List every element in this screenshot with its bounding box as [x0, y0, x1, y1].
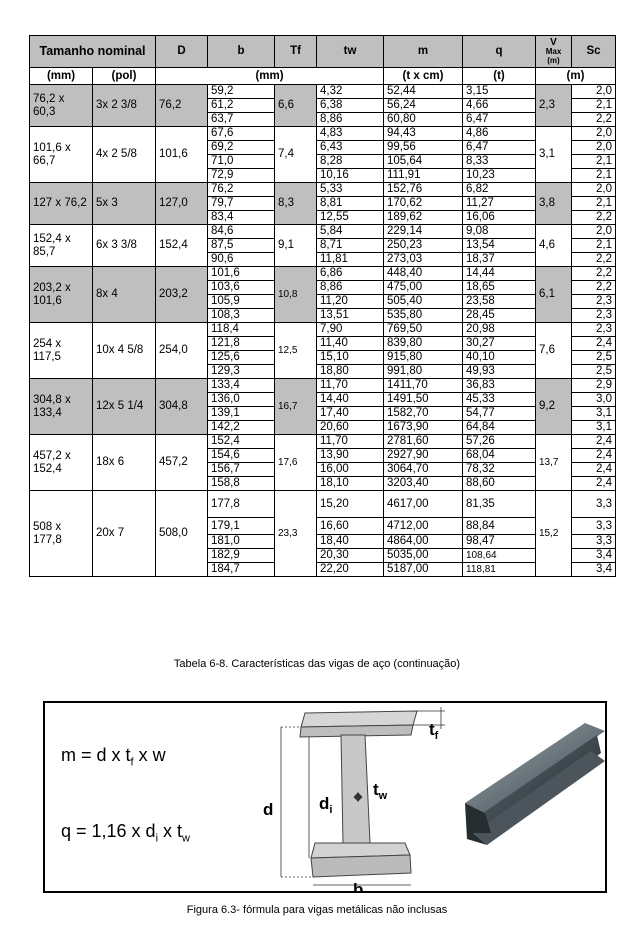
cell-b: 182,9: [208, 549, 275, 563]
cell-sc: 2,3: [572, 323, 616, 337]
cell-d: 508,0: [156, 491, 208, 577]
cell-b: 83,4: [208, 211, 275, 225]
formula-q: [61, 821, 190, 845]
cell-q: 36,83: [463, 379, 536, 393]
cell-q: 9,08: [463, 225, 536, 239]
cell-m: 1582,70: [384, 407, 463, 421]
cell-tamanho-mm: 508 x 177,8: [30, 491, 93, 577]
cell-b: 156,7: [208, 463, 275, 477]
cell-tf: 17,6: [275, 435, 317, 491]
formula-q-sub-w: w: [182, 832, 190, 845]
cell-m: 273,03: [384, 253, 463, 267]
cell-m: 60,80: [384, 113, 463, 127]
cell-tw: 11,81: [317, 253, 384, 267]
cell-m: 94,43: [384, 127, 463, 141]
cell-b: 136,0: [208, 393, 275, 407]
cell-d: 127,0: [156, 183, 208, 225]
cell-d: 101,6: [156, 127, 208, 183]
cell-q: 108,64: [463, 549, 536, 563]
table-row: [30, 379, 616, 393]
cell-sc: 2,0: [572, 141, 616, 155]
cell-b: 63,7: [208, 113, 275, 127]
cell-sc: 3,4: [572, 549, 616, 563]
web: [341, 735, 370, 843]
table-row: [30, 323, 616, 337]
header-m: m: [384, 36, 463, 68]
cell-tw: 22,20: [317, 563, 384, 577]
cell-sc: 2,4: [572, 477, 616, 491]
header-b: b: [208, 36, 275, 68]
cell-sc: 3,4: [572, 563, 616, 577]
cell-q: 20,98: [463, 323, 536, 337]
cell-tamanho-pol: 5x 3: [93, 183, 156, 225]
cell-q: 18,65: [463, 281, 536, 295]
cell-tamanho-mm: 254 x 117,5: [30, 323, 93, 379]
label-tw-sub: w: [378, 790, 388, 802]
cell-m: 448,40: [384, 267, 463, 281]
label-di: [319, 794, 332, 816]
header-vmax: [536, 36, 572, 68]
cell-sc: 2,1: [572, 197, 616, 211]
label-d: d: [263, 800, 274, 819]
label-b: b: [353, 880, 364, 895]
cell-sc: 2,1: [572, 169, 616, 183]
cell-d: 304,8: [156, 379, 208, 435]
cell-tw: 8,86: [317, 113, 384, 127]
cell-tw: 13,51: [317, 309, 384, 323]
cell-sc: 2,4: [572, 463, 616, 477]
unit-pol: (pol): [93, 68, 156, 85]
table-row: [30, 225, 616, 239]
cell-tamanho-mm: 152,4 x 85,7: [30, 225, 93, 267]
cell-b: 84,6: [208, 225, 275, 239]
cell-tamanho-mm: 127 x 76,2: [30, 183, 93, 225]
cell-tamanho-mm: 304,8 x 133,4: [30, 379, 93, 435]
header-tw: tw: [317, 36, 384, 68]
cell-q: 40,10: [463, 351, 536, 365]
cell-tw: 6,43: [317, 141, 384, 155]
formula-q-sub-i: i: [155, 832, 159, 845]
formula-q-lhs: q = 1,16 x d: [61, 821, 156, 841]
top-flange-top: [301, 711, 417, 727]
cell-sc: 2,5: [572, 365, 616, 379]
cell-b: 72,9: [208, 169, 275, 183]
cell-q: 54,77: [463, 407, 536, 421]
cell-tf: 8,3: [275, 183, 317, 225]
cell-m: 769,50: [384, 323, 463, 337]
label-di-main: d: [319, 794, 330, 813]
cell-q: 81,35: [463, 491, 536, 518]
cell-tamanho-pol: 8x 4: [93, 267, 156, 323]
cell-b: 154,6: [208, 449, 275, 463]
cell-tamanho-pol: 10x 4 5/8: [93, 323, 156, 379]
cell-tamanho-mm: 457,2 x 152,4: [30, 435, 93, 491]
label-tw: [373, 780, 388, 802]
cell-b: 158,8: [208, 477, 275, 491]
header-d: D: [156, 36, 208, 68]
cell-tf: 16,7: [275, 379, 317, 435]
cell-m: 2781,60: [384, 435, 463, 449]
cell-sc: 3,1: [572, 407, 616, 421]
cell-b: 121,8: [208, 337, 275, 351]
cell-tw: 18,10: [317, 477, 384, 491]
table-row: [30, 267, 616, 281]
cell-m: 250,23: [384, 239, 463, 253]
cell-q: 11,27: [463, 197, 536, 211]
cell-q: 78,32: [463, 463, 536, 477]
cell-q: 13,54: [463, 239, 536, 253]
cell-tf: 23,3: [275, 491, 317, 577]
cell-q: 6,47: [463, 113, 536, 127]
cell-sc: 2,5: [572, 351, 616, 365]
cell-vmax: 15,2: [536, 491, 572, 577]
cell-m: 56,24: [384, 99, 463, 113]
unit-q: (t): [463, 68, 536, 85]
cell-b: 67,6: [208, 127, 275, 141]
cell-sc: 2,4: [572, 435, 616, 449]
table-row: [30, 127, 616, 141]
label-tf-sub: f: [434, 730, 439, 742]
cell-m: 2927,90: [384, 449, 463, 463]
cell-m: 991,80: [384, 365, 463, 379]
header-sc: Sc: [572, 36, 616, 68]
cell-m: 105,64: [384, 155, 463, 169]
cell-q: 98,47: [463, 535, 536, 549]
formula-m: [61, 745, 166, 769]
cell-m: 839,80: [384, 337, 463, 351]
formula-figure: [43, 701, 607, 893]
cell-tf: 6,6: [275, 85, 317, 127]
cell-b: 142,2: [208, 421, 275, 435]
cell-vmax: 2,3: [536, 85, 572, 127]
cell-sc: 2,3: [572, 309, 616, 323]
cell-b: 139,1: [208, 407, 275, 421]
cell-tw: 12,55: [317, 211, 384, 225]
cell-d: 203,2: [156, 267, 208, 323]
cell-m: 1673,90: [384, 421, 463, 435]
cell-tf: 7,4: [275, 127, 317, 183]
cell-tw: 5,84: [317, 225, 384, 239]
cell-q: 30,27: [463, 337, 536, 351]
cell-b: 179,1: [208, 518, 275, 535]
cell-tw: 18,40: [317, 535, 384, 549]
cell-q: 14,44: [463, 267, 536, 281]
cell-q: 4,66: [463, 99, 536, 113]
cell-m: 170,62: [384, 197, 463, 211]
cell-sc: 3,3: [572, 535, 616, 549]
cell-tw: 11,70: [317, 379, 384, 393]
cell-m: 505,40: [384, 295, 463, 309]
cell-q: 23,58: [463, 295, 536, 309]
cell-q: 88,84: [463, 518, 536, 535]
label-tf-main: t: [429, 720, 435, 739]
header-tamanho-nominal: Tamanho nominal: [30, 36, 156, 68]
cell-tw: 11,40: [317, 337, 384, 351]
cell-b: 90,6: [208, 253, 275, 267]
cell-vmax: 13,7: [536, 435, 572, 491]
cell-q: 118,81: [463, 563, 536, 577]
cell-sc: 2,2: [572, 267, 616, 281]
cell-vmax: 9,2: [536, 379, 572, 435]
table-row: [30, 183, 616, 197]
header-vmax-unit: (m): [547, 56, 560, 65]
cell-tw: 20,30: [317, 549, 384, 563]
cell-b: 105,9: [208, 295, 275, 309]
cell-q: 16,06: [463, 211, 536, 225]
cell-b: 184,7: [208, 563, 275, 577]
cell-tw: 6,86: [317, 267, 384, 281]
cell-q: 8,33: [463, 155, 536, 169]
cell-q: 49,93: [463, 365, 536, 379]
cell-sc: 2,1: [572, 99, 616, 113]
cell-m: 1411,70: [384, 379, 463, 393]
cell-b: 79,7: [208, 197, 275, 211]
i-beam-diagram: [245, 703, 460, 893]
cell-d: 254,0: [156, 323, 208, 379]
cell-m: 915,80: [384, 351, 463, 365]
cell-sc: 3,3: [572, 518, 616, 535]
cell-sc: 2,4: [572, 337, 616, 351]
steel-beam-table: [29, 35, 616, 577]
cell-vmax: 6,1: [536, 267, 572, 323]
cell-tw: 11,70: [317, 435, 384, 449]
cell-b: 59,2: [208, 85, 275, 99]
cell-q: 57,26: [463, 435, 536, 449]
steel-beam-photo: [465, 721, 605, 871]
cell-sc: 2,3: [572, 295, 616, 309]
formula-q-mid: x t: [158, 821, 183, 841]
cell-tw: 17,40: [317, 407, 384, 421]
table-row: [30, 85, 616, 99]
cell-q: 45,33: [463, 393, 536, 407]
cell-m: 111,91: [384, 169, 463, 183]
cell-b: 125,6: [208, 351, 275, 365]
cell-tamanho-pol: 18x 6: [93, 435, 156, 491]
cell-tw: 7,90: [317, 323, 384, 337]
cell-tamanho-mm: 203,2 x 101,6: [30, 267, 93, 323]
cell-b: 61,2: [208, 99, 275, 113]
cell-m: 4617,00: [384, 491, 463, 518]
cell-tw: 15,10: [317, 351, 384, 365]
cell-tamanho-pol: 12x 5 1/4: [93, 379, 156, 435]
cell-b: 129,3: [208, 365, 275, 379]
unit-mm: (mm): [30, 68, 93, 85]
cell-m: 152,76: [384, 183, 463, 197]
cell-tf: 9,1: [275, 225, 317, 267]
cell-tw: 8,28: [317, 155, 384, 169]
cell-tamanho-mm: 101,6 x 66,7: [30, 127, 93, 183]
cell-sc: 2,2: [572, 253, 616, 267]
cell-sc: 2,2: [572, 211, 616, 225]
cell-q: 4,86: [463, 127, 536, 141]
cell-tw: 16,00: [317, 463, 384, 477]
cell-vmax: 4,6: [536, 225, 572, 267]
cell-b: 133,4: [208, 379, 275, 393]
cell-d: 152,4: [156, 225, 208, 267]
cell-sc: 2,2: [572, 281, 616, 295]
cell-sc: 2,0: [572, 85, 616, 99]
cell-m: 52,44: [384, 85, 463, 99]
cell-b: 103,6: [208, 281, 275, 295]
cell-m: 5035,00: [384, 549, 463, 563]
header-vmax-v: V: [550, 37, 557, 48]
cell-sc: 3,3: [572, 491, 616, 518]
label-di-sub: i: [329, 804, 333, 816]
cell-sc: 2,0: [572, 225, 616, 239]
cell-tamanho-pol: 4x 2 5/8: [93, 127, 156, 183]
figure-caption: Figura 6.3- fórmula para vigas metálicas não inclusas: [186, 904, 448, 916]
cell-m: 99,56: [384, 141, 463, 155]
formula-m-sub: f: [130, 756, 134, 769]
cell-b: 181,0: [208, 535, 275, 549]
cell-tw: 8,81: [317, 197, 384, 211]
cell-d: 76,2: [156, 85, 208, 127]
cell-tw: 4,83: [317, 127, 384, 141]
cell-tw: 11,20: [317, 295, 384, 309]
cell-tw: 18,80: [317, 365, 384, 379]
cell-tamanho-pol: 3x 2 3/8: [93, 85, 156, 127]
cell-sc: 2,1: [572, 239, 616, 253]
cell-tw: 10,16: [317, 169, 384, 183]
formula-m-rest: x w: [133, 745, 166, 765]
cell-b: 177,8: [208, 491, 275, 518]
cell-b: 108,3: [208, 309, 275, 323]
header-tf: Tf: [275, 36, 317, 68]
cell-m: 475,00: [384, 281, 463, 295]
header-q: q: [463, 36, 536, 68]
cell-tw: 4,32: [317, 85, 384, 99]
cell-b: 118,4: [208, 323, 275, 337]
bottom-flange-front: [311, 855, 411, 877]
cell-q: 18,37: [463, 253, 536, 267]
cell-tw: 8,86: [317, 281, 384, 295]
cell-tf: 12,5: [275, 323, 317, 379]
header-vmax-max: Max: [545, 47, 562, 56]
cell-tw: 15,20: [317, 491, 384, 518]
cell-tamanho-pol: 20x 7: [93, 491, 156, 577]
unit-m: (t x cm): [384, 68, 463, 85]
cell-b: 76,2: [208, 183, 275, 197]
table-row: [30, 435, 616, 449]
table-row: [30, 491, 616, 518]
cell-sc: 2,0: [572, 127, 616, 141]
cell-tf: 10,8: [275, 267, 317, 323]
cell-b: 87,5: [208, 239, 275, 253]
unit-dimensions-mm: (mm): [156, 68, 384, 85]
cell-b: 101,6: [208, 267, 275, 281]
cell-sc: 3,0: [572, 393, 616, 407]
cell-tw: 8,71: [317, 239, 384, 253]
cell-vmax: 7,6: [536, 323, 572, 379]
formula-m-lhs: m = d x t: [61, 745, 131, 765]
cell-sc: 2,0: [572, 183, 616, 197]
cell-m: 229,14: [384, 225, 463, 239]
cell-m: 4712,00: [384, 518, 463, 535]
cell-tw: 5,33: [317, 183, 384, 197]
cell-m: 4864,00: [384, 535, 463, 549]
cell-q: 28,45: [463, 309, 536, 323]
table-body: [30, 85, 616, 577]
label-tw-main: t: [373, 780, 379, 799]
cell-q: 6,82: [463, 183, 536, 197]
cell-tamanho-mm: 76,2 x 60,3: [30, 85, 93, 127]
cell-m: 3203,40: [384, 477, 463, 491]
cell-q: 10,23: [463, 169, 536, 183]
cell-q: 3,15: [463, 85, 536, 99]
cell-b: 152,4: [208, 435, 275, 449]
cell-q: 88,60: [463, 477, 536, 491]
cell-sc: 3,1: [572, 421, 616, 435]
cell-q: 64,84: [463, 421, 536, 435]
cell-tw: 16,60: [317, 518, 384, 535]
cell-sc: 2,1: [572, 155, 616, 169]
table-caption: Tabela 6-8. Características das vigas de aço (continuação): [173, 658, 461, 670]
cell-tamanho-pol: 6x 3 3/8: [93, 225, 156, 267]
cell-tw: 20,60: [317, 421, 384, 435]
cell-d: 457,2: [156, 435, 208, 491]
cell-sc: 2,2: [572, 113, 616, 127]
cell-sc: 2,9: [572, 379, 616, 393]
cell-q: 6,47: [463, 141, 536, 155]
cell-tw: 13,90: [317, 449, 384, 463]
cell-tw: 14,40: [317, 393, 384, 407]
unit-vmax-sc: (m): [536, 68, 616, 85]
cell-tw: 6,38: [317, 99, 384, 113]
cell-m: 5187,00: [384, 563, 463, 577]
cell-q: 68,04: [463, 449, 536, 463]
cell-vmax: 3,8: [536, 183, 572, 225]
cell-vmax: 3,1: [536, 127, 572, 183]
cell-m: 3064,70: [384, 463, 463, 477]
cell-b: 71,0: [208, 155, 275, 169]
label-tf: [429, 720, 439, 742]
cell-m: 189,62: [384, 211, 463, 225]
cell-m: 535,80: [384, 309, 463, 323]
cell-m: 1491,50: [384, 393, 463, 407]
cell-sc: 2,4: [572, 449, 616, 463]
cell-b: 69,2: [208, 141, 275, 155]
